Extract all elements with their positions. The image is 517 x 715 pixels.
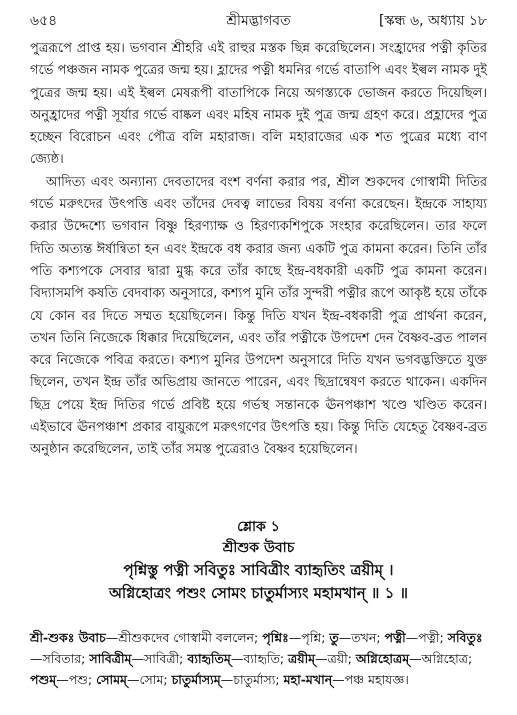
synonym-entry: শ্রী-শুকঃ উবাচ—শ্রীশুকদেব গোস্বামী বললেন;	[30, 630, 263, 645]
synonym-term: সোমম্	[96, 672, 127, 687]
synonym-entry: তু—তখন;	[329, 630, 385, 645]
synonym-meaning: সবিতার;	[42, 651, 90, 666]
purport-text	[30, 38, 487, 462]
synonym-term: সবিতুঃ	[447, 630, 483, 645]
synonym-entry: ব্যাহৃতিম্—ব্যাহৃতি;	[187, 651, 289, 666]
synonym-entry: সবিতুঃ—সবিতার;	[30, 630, 483, 666]
synonym-term: পশুম্	[30, 672, 57, 687]
synonym-term: পত্নী	[384, 630, 406, 645]
synonym-meaning: চাতুর্মাস্য;	[233, 672, 284, 687]
verse-number: শ্লোক ১	[237, 519, 280, 535]
synonym-meaning: অগ্নিহোত্র;	[421, 651, 473, 666]
synonym-entry: পৃশ্নিঃ—পৃশ্নি;	[262, 630, 330, 645]
synonym-term: শ্রী-শুকঃ উবাচ	[30, 630, 106, 645]
synonym-entry: অগ্নিহোত্রম্—অগ্নিহোত্র;	[355, 651, 473, 666]
verse-line: পৃশ্নিস্তু পত্নী সবিতুঃ সাবিত্রীং ব্যাহৃতিং ত্রয়ীম্ ।	[123, 561, 394, 579]
synonym-term: পৃশ্নিঃ	[262, 630, 289, 645]
section-reference: [স্কন্ধ ৬, অধ্যায় ১৮	[378, 13, 487, 29]
paragraph: পুত্ররূপে প্রাপ্ত হয়। ভগবান শ্রীহরি এই রাহুর মস্তক ছিন্ন করেছিলেন। সংহ্রাদের পত্নী কৃতির গর্ভে পঞ্চজন নামক পুত্রের জন্ম হয়। হ্লাদের পত্নী ধমনির গর্ভে বাতাপি এবং ইল্বল নামক দুই পুত্রের জন্ম হয়। এই ইল্বল মেষরূপী বাতাপিকে নিয়ে অগস্ত্যকে ভোজন করতে দিয়েছিল। অনুহ্রাদের পত্নী সূর্যার গর্ভে বাষ্কল এবং মহিষ নামক দুই পুত্র জন্ম গ্রহণ করে। প্রহ্লাদের পুত্র হচ্ছেন বিরোচন এবং পৌত্র বলি মহারাজ। বলি মহারাজের এক শত পুত্রের মধ্যে বাণ জ্যেষ্ঠ।	[30, 41, 487, 168]
verse-line: অগ্নিহোত্রং পশুং সোমং চাতুর্মাস্যং মহামখান্ ॥ ১ ॥	[108, 584, 409, 602]
synonym-entry: মহা-মখান্—পঞ্চ মহাযজ্ঞ।	[283, 672, 409, 687]
synonym-term: তু	[329, 630, 339, 645]
synonym-entry: সোমম্—সোম;	[96, 672, 172, 687]
synonym-meaning: ব্যাহৃতি;	[243, 651, 289, 666]
synonym-term: ত্রয়ীম্	[288, 651, 316, 666]
synonym-term: মহা-মখান্	[283, 672, 333, 687]
synonym-term: ব্যাহৃতিম্	[187, 651, 231, 666]
page-header	[30, 10, 487, 32]
synonym-meaning: পশু;	[68, 672, 97, 687]
synonym-term: অগ্নিহোত্রম্	[355, 651, 410, 666]
synonym-meaning: শ্রীশুকদেব গোস্বামী বললেন;	[118, 630, 263, 645]
synonym-entry: চাতুর্মাস্যম্—চাতুর্মাস্য;	[171, 672, 284, 687]
verse-speaker: শ্রীশুক উবাচ	[222, 540, 295, 556]
synonym-entry: পশুম্—পশু;	[30, 672, 97, 687]
paragraph: আদিত্য এবং অন্যান্য দেবতাদের বংশ বর্ণনা করার পর, শ্রীল শুকদেব গোস্বামী দিতির গর্ভে মরুৎদের উৎপত্তি এবং তাঁদের দেবত্ব লাভের বিষয় বর্ণনা করেছেন। ইন্দ্রকে সাহায্য করার উদ্দেশ্যে ভগবান বিষ্ণু হিরণ্যাক্ষ ও হিরণ্যকশিপুকে সংহার করেছিলেন। তার ফলে দিতি অত্যন্ত ঈর্ষান্বিতা হন এবং ইন্দ্রকে বধ করার জন্য একটি পুত্র কামনা করেন। তিনি তাঁর পতি কশ্যপকে সেবার দ্বারা মুগ্ধ করে তাঁর কাছে ইন্দ্র-বধকারী একটি পুত্র কামনা করেন। বিদ্যাসমপি কষতি বেদবাক্য অনুসারে, কশ্যপ মুনি তাঁর সুন্দরী পত্নীর রূপে আকৃষ্ট হয়ে তাঁকে যে কোন বর দিতে সম্মত হয়েছিলেন। কিন্তু দিতি যখন ইন্দ্র-বধকারী পুত্র প্রার্থনা করেন, তখন তিনি নিজেকে ধিক্কার দিয়েছিলেন, এবং তাঁর পত্নীকে উপদেশ দেন বৈষ্ণব-ব্রত পালন করে নিজেকে পবিত্র করতে। কশ্যপ মুনির উপদেশ অনুসারে দিতি যখন ভগবদ্ভক্তিতে যুক্ত ছিলেন, তখন ইন্দ্র তাঁর অভিপ্রায় জানতে পারেন, এবং ছিদ্রান্বেষণ করতে থাকেন। একদিন ছিদ্র পেয়ে ইন্দ্র দিতির গর্ভে প্রবিষ্ট হয়ে গর্ভস্থ সন্তানকে ঊনপঞ্চাশ খণ্ডে খণ্ডিত করেন। এইভাবে ঊনপঞ্চাশ প্রকার বায়ুরূপে মরুৎগণের উৎপত্তি হয়। কিন্তু দিতি যেহেতু বৈষ্ণব-ব্রত অনুষ্ঠান করেছিলেন, তাই তাঁর সমস্ত পুত্রেরাও বৈষ্ণব হয়েছিলেন।	[30, 174, 487, 458]
verse-block	[30, 517, 487, 605]
synonym-meaning: তখন;	[351, 630, 385, 645]
synonym-meaning: পঞ্চ মহাযজ্ঞ।	[344, 672, 409, 687]
synonym-term: চাতুর্মাস্যম্	[171, 672, 221, 687]
synonym-meaning: ত্রয়ী;	[327, 651, 356, 666]
synonym-meaning: পৃশ্নি;	[301, 630, 330, 645]
book-title: শ্রীমদ্ভাগবত	[226, 13, 291, 29]
synonym-meaning: সোম;	[139, 672, 172, 687]
synonym-entry: সাবিত্রীম্—সাবিত্রী;	[89, 651, 188, 666]
word-meanings	[30, 627, 487, 690]
synonym-entry: পত্নী—পত্নী;	[384, 630, 448, 645]
page-number: ৬৫৪	[30, 13, 58, 29]
synonym-meaning: পত্নী;	[418, 630, 448, 645]
synonym-entry: ত্রয়ীম্—ত্রয়ী;	[288, 651, 356, 666]
synonym-meaning: সাবিত্রী;	[143, 651, 188, 666]
synonym-term: সাবিত্রীম্	[89, 651, 132, 666]
